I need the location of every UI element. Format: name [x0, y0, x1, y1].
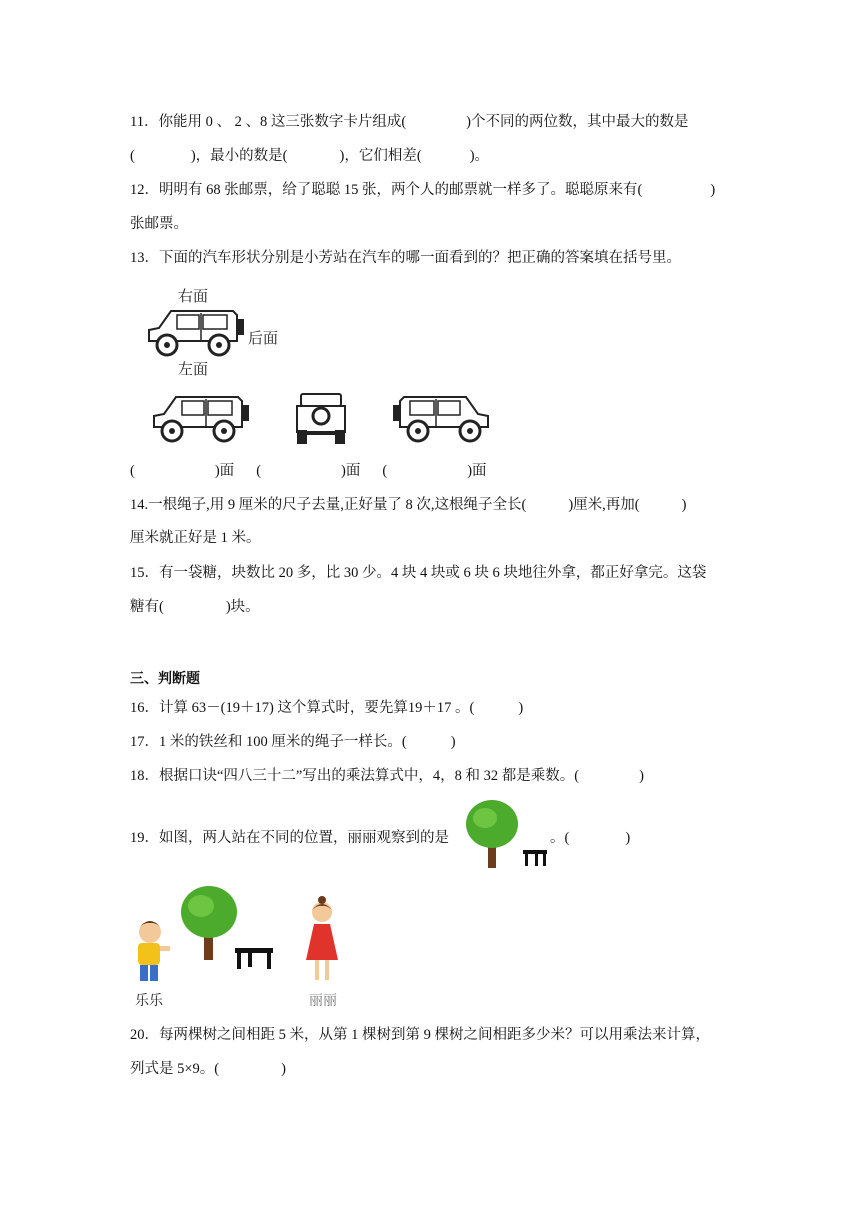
car-option-2-back-icon	[293, 390, 349, 446]
q11-line2: ( )，最小的数是( )，它们相差( )。	[130, 148, 490, 164]
q15-line2: 糖有( )块。	[130, 599, 260, 615]
q14-line1: 14.一根绳子,用 9 厘米的尺子去量,正好量了 8 次,这根绳子全长( )厘米,再加( )	[130, 497, 687, 513]
q20-line1: 20．每两棵树之间相距 5 米，从第 1 棵树到第 9 棵树之间相距多少米？可以用乘法来计算，	[130, 1027, 710, 1043]
section-title: 三、判断题	[130, 670, 200, 686]
q13-text: 13．下面的汽车形状分别是小芳站在汽车的哪一面看到的？把正确的答案填在括号里。	[130, 250, 681, 266]
tree-and-table-icon	[463, 796, 555, 872]
q19-text-b: 。( )	[550, 830, 631, 846]
name-lili: 丽丽	[309, 993, 337, 1009]
q15-line1: 15．有一袋糖，块数比 20 多，比 30 少。4 块 4 块或 6 块 6 块地往外拿，都正好拿完。这袋	[130, 565, 707, 581]
q14-line2: 厘米就正好是 1 米。	[130, 530, 261, 546]
name-lele: 乐乐	[135, 993, 163, 1009]
label-left-side: 左面	[178, 360, 209, 378]
q16: 16．计算 63－(19＋17) 这个算式时，要先算19＋17 。( )	[130, 700, 524, 716]
car-option-1-icon	[150, 393, 252, 446]
car-side-view-icon	[145, 305, 247, 360]
q11-line1: 11．你能用 0 、 2 、8 这三张数字卡片组成( )个不同的两位数，其中最大的数是	[130, 114, 689, 130]
label-right-side: 右面	[178, 287, 209, 305]
q12-line1: 12．明明有 68 张邮票，给了聪聪 15 张，两个人的邮票就一样多了。聪聪原来有( )	[130, 182, 716, 198]
q13-answer-row: ( )面 ( )面 ( )面	[130, 463, 487, 479]
car-option-3-icon	[390, 393, 492, 446]
q17: 17．1 米的铁丝和 100 厘米的绳子一样长。( )	[130, 734, 456, 750]
q19-text-a: 19．如图，两人站在不同的位置，丽丽观察到的是	[130, 830, 449, 846]
label-back-side: 后面	[248, 329, 279, 347]
q18: 18．根据口诀“四八三十二”写出的乘法算式中，4，8 和 32 都是乘数。( )	[130, 768, 644, 784]
q20-line2: 列式是 5×9。( )	[130, 1061, 286, 1077]
q12-line2: 张邮票。	[130, 216, 188, 232]
